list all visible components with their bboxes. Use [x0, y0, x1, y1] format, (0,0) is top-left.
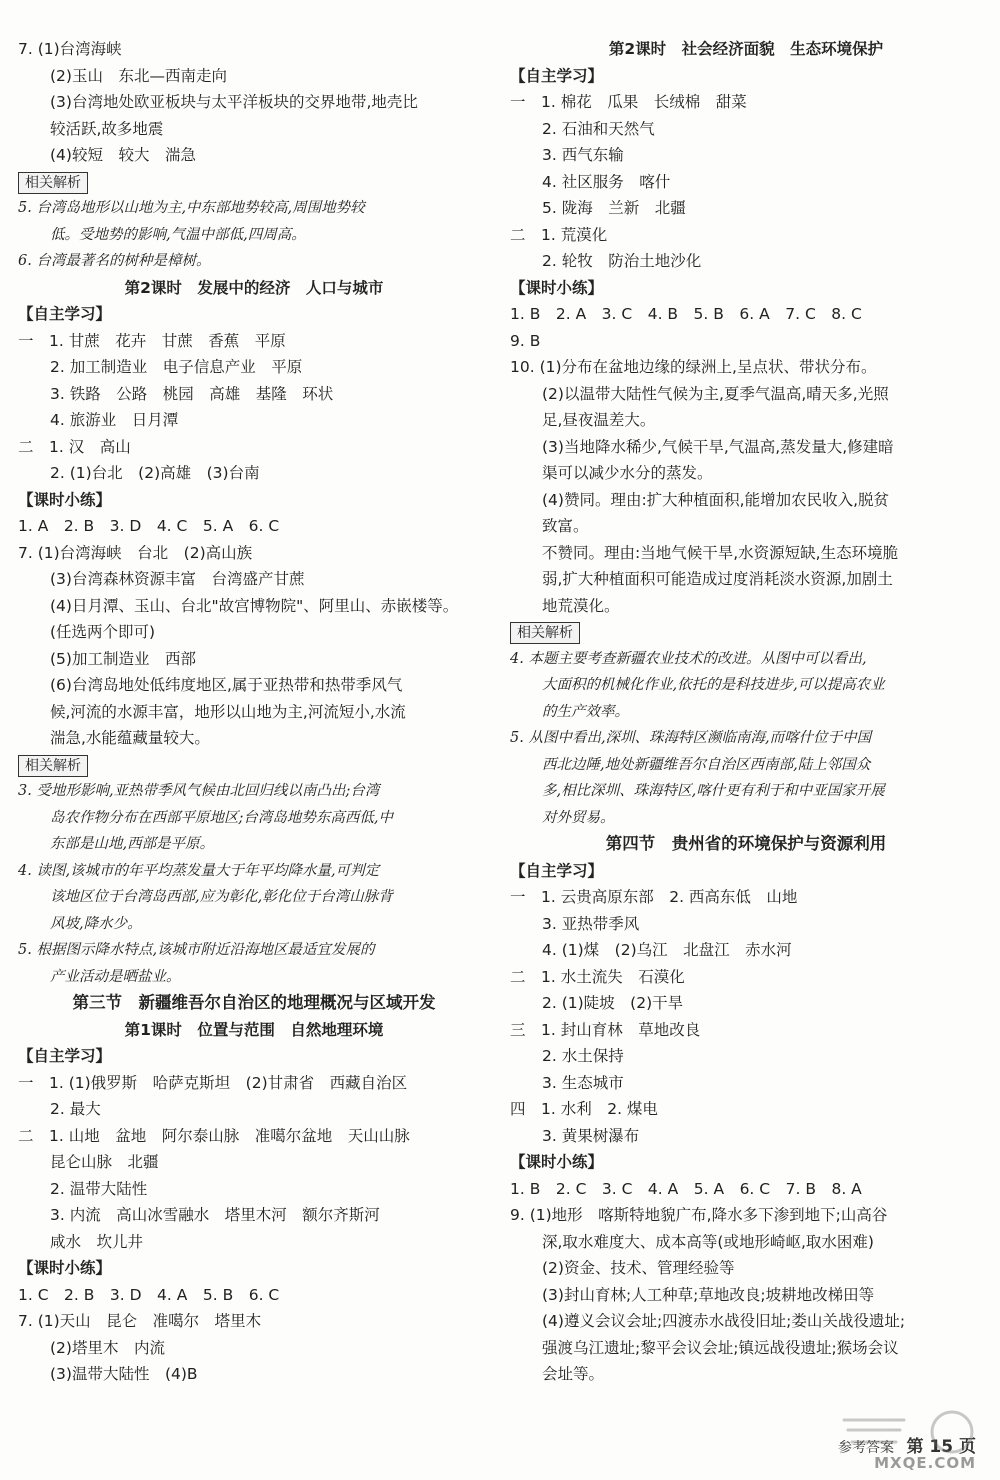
answer-line: 4. 旅游业 日月潭 — [50, 411, 179, 429]
explanation-line: 多,相比深圳、珠海特区,喀什更有利于和中亚国家开展 — [542, 783, 885, 799]
explanation-line: 4. 读图,该城市的年平均蒸发量大于年平均降水量,可判定 — [18, 862, 380, 879]
answer-line: 3. 生态城市 — [542, 1073, 624, 1092]
answer-line: (3)台湾地处欧亚板块与太平洋板块的交界地带,地壳比 — [50, 93, 418, 111]
explanation-line: 的生产效率。 — [542, 703, 629, 720]
answer-line: 地荒漠化。 — [542, 596, 620, 615]
answer-line: 四 1. 水利 2. 煤电 — [510, 1100, 658, 1118]
answer-line: 湍急,水能蕴藏量较大。 — [50, 729, 210, 747]
answer-line: (2)玉山 东北—西南走向 — [50, 66, 227, 85]
explanation-line: 西北边陲,地处新疆维吾尔自治区西南部,陆上邻国众 — [542, 756, 871, 773]
answer-line: 二 1. 汉 高山 — [18, 437, 131, 456]
answer-line: (4)遵义会议会址;四渡赤水战役旧址;娄山关战役遗址; — [542, 1312, 906, 1330]
answer-line: 不赞同。理由:当地气候干旱,水资源短缺,生态环境脆 — [542, 543, 899, 562]
answer-line: 3. 亚热带季风 — [542, 914, 640, 933]
answer-line: 足,昼夜温差大。 — [542, 411, 656, 429]
part-heading: 【自主学习】 — [510, 861, 604, 880]
answer-line: 7. (1)天山 昆仑 准噶尔 塔里木 — [18, 1312, 262, 1330]
answer-line: (3)台湾森林资源丰富 台湾盛产甘蔗 — [50, 570, 305, 588]
answer-line: 二 1. 水土流失 石漠化 — [510, 967, 685, 986]
answer-line: 2. 加工制造业 电子信息产业 平原 — [50, 358, 303, 376]
answer-line: 二 1. 荒漠化 — [510, 225, 608, 244]
answer-line: (5)加工制造业 西部 — [50, 649, 196, 668]
right-column — [510, 36, 982, 1388]
section-heading: 第四节 贵州省的环境保护与资源利用 — [605, 834, 887, 853]
lesson-heading: 第1课时 位置与范围 自然地理环境 — [124, 1020, 384, 1039]
answer-line: 渠可以减少水分的蒸发。 — [542, 464, 713, 482]
answer-line: 较活跃,故多地震 — [50, 119, 164, 138]
answer-line: (4)日月潭、玉山、台北"故宫博物院"、阿里山、赤嵌楼等。 — [50, 596, 459, 615]
answer-line: 会址等。 — [542, 1365, 605, 1383]
answer-line: (3)封山育林;人工种草;草地改良;坡耕地改梯田等 — [542, 1285, 875, 1304]
lesson-heading: 第2课时 发展中的经济 人口与城市 — [124, 278, 384, 297]
explanation-line: 风坡,降水少。 — [50, 915, 142, 932]
answer-line: (3)温带大陆性 (4)B — [50, 1365, 198, 1383]
page-number: 第 15 页 — [906, 1437, 976, 1457]
part-heading: 【课时小练】 — [18, 1259, 112, 1277]
answer-line: 5. 陇海 兰新 北疆 — [542, 199, 686, 217]
answer-line: 三 1. 封山育林 草地改良 — [510, 1020, 701, 1039]
answer-line: 2. 温带大陆性 — [50, 1179, 148, 1198]
explanation-line: 岛农作物分布在西部平原地区;台湾岛地势东高西低,中 — [50, 809, 393, 826]
answer-line: 一 1. 棉花 瓜果 长绒棉 甜菜 — [510, 93, 747, 111]
answer-line: 2. 水土保持 — [542, 1047, 624, 1065]
explanation-line: 4. 本题主要考查新疆农业技术的改进。从图中可以看出, — [510, 650, 867, 667]
explanation-tag-label: 相关解析 — [18, 755, 88, 777]
answer-line: 7. (1)台湾海峡 台北 (2)高山族 — [18, 543, 253, 562]
answer-line: (2)资金、技术、管理经验等 — [542, 1259, 735, 1277]
answer-line: 致富。 — [542, 517, 589, 535]
answer-line: 4. 社区服务 喀什 — [542, 172, 671, 191]
explanation-line: 该地区位于台湾岛西部,应为彰化,彰化位于台湾山脉背 — [50, 889, 393, 905]
answer-line: 4. (1)煤 (2)乌江 北盘江 赤水河 — [542, 941, 792, 959]
explanation-line: 5. 从图中看出,深圳、珠海特区濒临南海,而喀什位于中国 — [510, 730, 872, 746]
explanation-tag-label: 相关解析 — [18, 172, 88, 194]
section-heading: 第三节 新疆维吾尔自治区的地理概况与区域开发 — [72, 993, 436, 1012]
answer-line: (任选两个即可) — [50, 623, 156, 641]
explanation-line: 大面积的机械化作业,依托的是科技进步,可以提高农业 — [542, 677, 885, 693]
answer-line: 候,河流的水源丰富，地形以山地为主,河流短小,水流 — [50, 702, 406, 721]
explanation-tag — [510, 619, 982, 646]
answer-line: 深,取水难度大、成本高等(或地形崎岖,取水困难) — [542, 1232, 874, 1251]
answer-line: (2)以温带大陆性气候为主,夏季气温高,晴天多,光照 — [542, 384, 889, 403]
answer-line: 3. 西气东输 — [542, 146, 624, 164]
answer-line: (3)当地降水稀少,气候干旱,气温高,蒸发量大,修建暗 — [542, 437, 894, 456]
part-heading: 【课时小练】 — [18, 490, 112, 509]
part-heading: 【自主学习】 — [18, 305, 112, 323]
answer-line: 昆仑山脉 北疆 — [50, 1153, 159, 1171]
answer-line: 咸水 坎儿井 — [50, 1232, 144, 1251]
explanation-tag — [18, 752, 490, 779]
answer-line: 9. B — [510, 331, 541, 350]
explanation-line: 产业活动是晒盐业。 — [50, 968, 181, 985]
answer-line: 3. 黄果树瀑布 — [542, 1126, 640, 1145]
explanation-line: 6. 台湾最著名的树种是樟树。 — [18, 253, 211, 269]
answer-line: 1. B 2. A 3. C 4. B 5. B 6. A 7. C 8. C — [510, 305, 862, 323]
lesson-heading: 第2课时 社会经济面貌 生态环境保护 — [608, 40, 884, 58]
explanation-tag — [18, 169, 490, 196]
answer-line: 3. 铁路 公路 桃园 高雄 基隆 环状 — [50, 384, 334, 403]
answer-line: 一 1. 云贵高原东部 2. 西高东低 山地 — [510, 888, 798, 906]
part-heading: 【自主学习】 — [510, 66, 604, 85]
answer-line: 强渡乌江遗址;黎平会议会址;镇远战役遗址;猴场会议 — [542, 1338, 899, 1357]
answer-line: (4)较短 较大 湍急 — [50, 146, 196, 164]
explanation-line: 3. 受地形影响,亚热带季风气候由北回归线以南凸出;台湾 — [18, 783, 380, 799]
answer-line: 10. (1)分布在盆地边缘的绿洲上,呈点状、带状分布。 — [510, 358, 877, 376]
explanation-tag-label: 相关解析 — [510, 622, 580, 644]
part-heading: 【课时小练】 — [510, 278, 604, 297]
answer-line: 一 1. 甘蔗 花卉 甘蔗 香蕉 平原 — [18, 331, 286, 350]
part-heading: 【课时小练】 — [510, 1153, 604, 1171]
answer-line: 3. 内流 高山冰雪融水 塔里木河 额尔齐斯河 — [50, 1206, 380, 1224]
watermark-text: MXQE.COM — [874, 1454, 976, 1472]
answer-line: 2. (1)台北 (2)高雄 (3)台南 — [50, 464, 260, 482]
explanation-line: 5. 根据图示降水特点,该城市附近沿海地区最适宜发展的 — [18, 942, 375, 958]
answer-line: 一 1. (1)俄罗斯 哈萨克斯坦 (2)甘肃省 西藏自治区 — [18, 1073, 408, 1092]
answer-line: 2. 石油和天然气 — [542, 119, 655, 138]
answer-line: 7. (1)台湾海峡 — [18, 40, 122, 58]
answer-line: 2. 最大 — [50, 1100, 101, 1118]
answer-line: (6)台湾岛地处低纬度地区,属于亚热带和热带季风气 — [50, 676, 403, 694]
explanation-line: 低。受地势的影响,气温中部低,四周高。 — [50, 226, 306, 243]
answer-line: 1. B 2. C 3. C 4. A 5. A 6. C 7. B 8. A — [510, 1179, 862, 1198]
answer-line: 1. C 2. B 3. D 4. A 5. B 6. C — [18, 1285, 280, 1304]
answer-line: 9. (1)地形 喀斯特地貌广布,降水多下渗到地下;山高谷 — [510, 1206, 888, 1224]
answer-line: 2. (1)陡坡 (2)干旱 — [542, 994, 684, 1012]
explanation-line: 对外贸易。 — [542, 809, 615, 826]
part-heading: 【自主学习】 — [18, 1047, 112, 1065]
explanation-line: 5. 台湾岛地形以山地为主,中东部地势较高,周围地势较 — [18, 200, 365, 216]
explanation-line: 东部是山地,西部是平原。 — [50, 836, 215, 852]
left-column — [18, 36, 490, 1388]
answer-line: 1. A 2. B 3. D 4. C 5. A 6. C — [18, 517, 280, 535]
answer-line: (2)塔里木 内流 — [50, 1338, 165, 1357]
answer-line: (4)赞同。理由:扩大种植面积,能增加农民收入,脱贫 — [542, 490, 890, 509]
footer-label: 参考答案 — [838, 1440, 895, 1456]
answer-line: 二 1. 山地 盆地 阿尔泰山脉 准噶尔盆地 天山山脉 — [18, 1126, 410, 1145]
answer-line: 弱,扩大种植面积可能造成过度消耗淡水资源,加剧土 — [542, 570, 893, 588]
answer-line: 2. 轮牧 防治土地沙化 — [542, 252, 702, 270]
